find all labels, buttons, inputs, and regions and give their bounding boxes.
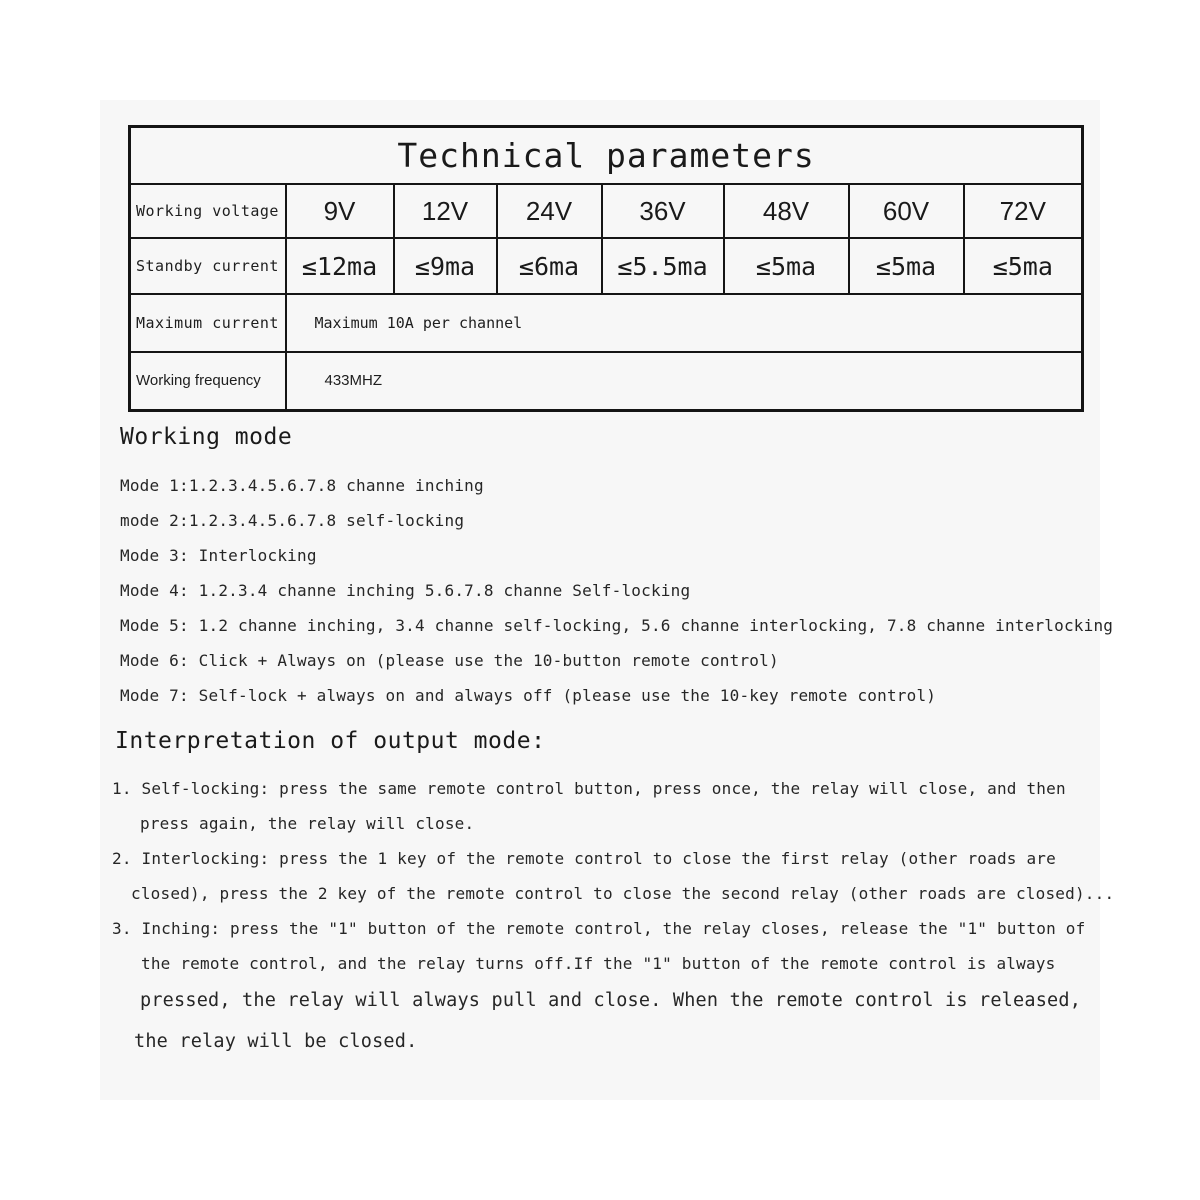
current-cell: ≤5ma <box>964 238 1083 294</box>
interpretation-line: pressed, the relay will always pull and close. When the remote control is released, <box>140 990 1082 1011</box>
interpretation-line: press again, the relay will close. <box>140 814 475 833</box>
voltage-cell: 24V <box>497 184 602 238</box>
mode-item: Mode 3: Interlocking <box>120 546 317 565</box>
interpretation-line: closed), press the 2 key of the remote control to close the second relay (other roads are closed)... <box>131 884 1115 903</box>
interpretation-line: 1. Self-locking: press the same remote control button, press once, the relay will close, and then <box>112 779 1066 798</box>
max-current-label: Maximum current <box>130 294 286 352</box>
current-cell: ≤5ma <box>849 238 964 294</box>
current-cell: ≤5.5ma <box>602 238 724 294</box>
table-title: Technical parameters <box>130 127 1083 185</box>
max-current-row <box>130 294 1083 352</box>
current-row <box>130 238 1083 294</box>
voltage-cell: 36V <box>602 184 724 238</box>
voltage-cell: 72V <box>964 184 1083 238</box>
interpretation-line: 3. Inching: press the "1" button of the remote control, the relay closes, release the "1" button of <box>112 919 1086 938</box>
title-row <box>130 127 1083 185</box>
current-cell: ≤9ma <box>394 238 497 294</box>
mode-item: Mode 6: Click + Always on (please use the 10-button remote control) <box>120 651 779 670</box>
current-cell: ≤12ma <box>286 238 394 294</box>
voltage-cell: 9V <box>286 184 394 238</box>
technical-parameters-table <box>128 125 1084 412</box>
frequency-row <box>130 352 1083 410</box>
working-mode-heading: Working mode <box>120 424 293 450</box>
voltage-cell: 48V <box>724 184 849 238</box>
interpretation-line: the relay will be closed. <box>134 1031 418 1052</box>
frequency-value: 433MHZ <box>286 352 1083 410</box>
voltage-cell: 12V <box>394 184 497 238</box>
mode-item: Mode 7: Self-lock + always on and always off (please use the 10-key remote control) <box>120 686 937 705</box>
frequency-label: Working frequency <box>130 352 286 410</box>
voltage-cell: 60V <box>849 184 964 238</box>
voltage-row <box>130 184 1083 238</box>
mode-item: Mode 5: 1.2 channe inching, 3.4 channe self-locking, 5.6 channe interlocking, 7.8 channe interlocking <box>120 616 1114 635</box>
current-label: Standby current <box>130 238 286 294</box>
voltage-label: Working voltage <box>130 184 286 238</box>
interpretation-line: the remote control, and the relay turns off.If the "1" button of the remote control is always <box>141 954 1056 973</box>
current-cell: ≤6ma <box>497 238 602 294</box>
interpretation-line: 2. Interlocking: press the 1 key of the remote control to close the first relay (other roads are <box>112 849 1056 868</box>
mode-item: Mode 1:1.2.3.4.5.6.7.8 channe inching <box>120 476 484 495</box>
max-current-value: Maximum 10A per channel <box>286 294 1083 352</box>
current-cell: ≤5ma <box>724 238 849 294</box>
mode-item: mode 2:1.2.3.4.5.6.7.8 self-locking <box>120 511 465 530</box>
mode-item: Mode 4: 1.2.3.4 channe inching 5.6.7.8 channe Self-locking <box>120 581 691 600</box>
interpretation-heading: Interpretation of output mode: <box>115 728 546 754</box>
